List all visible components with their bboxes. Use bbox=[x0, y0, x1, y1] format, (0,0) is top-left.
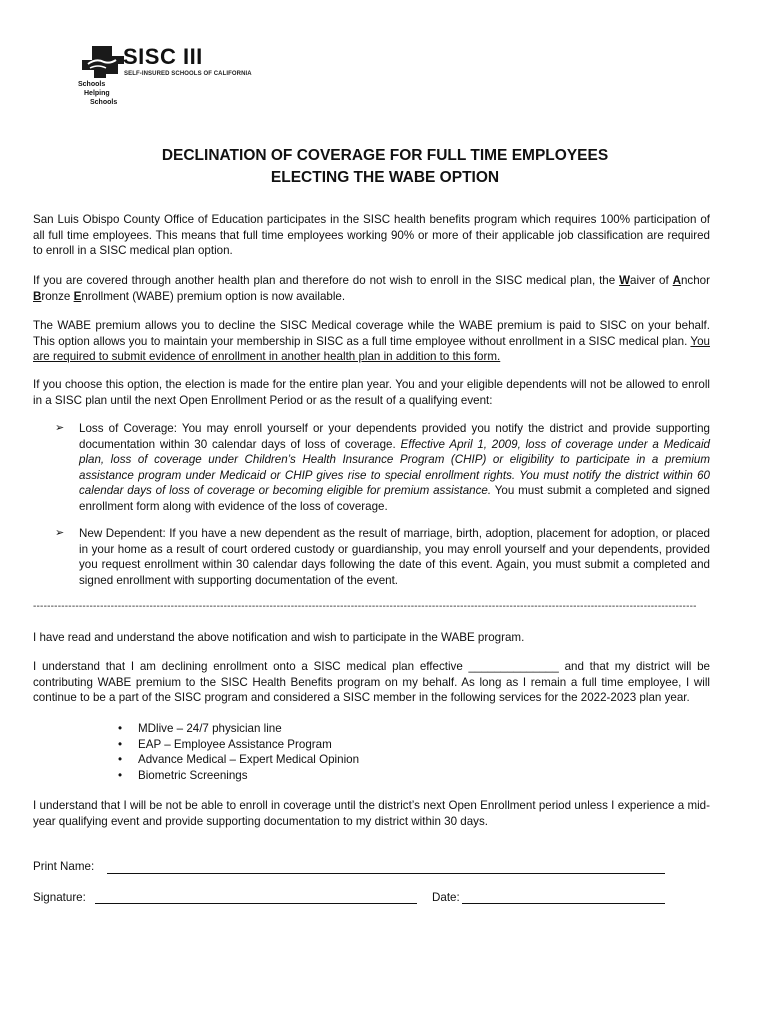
title-line-2: ELECTING THE WABE OPTION bbox=[270, 169, 500, 186]
date-field[interactable] bbox=[462, 903, 665, 904]
list-item: • Biometric Screenings bbox=[118, 768, 359, 784]
wabe-intro-text bbox=[33, 273, 710, 304]
text-run: I understand that I am declining enrollment onto a SISC medical plan effective bbox=[33, 660, 469, 673]
arrow-bullet-icon: ➢ bbox=[55, 422, 65, 434]
text-run: ronze bbox=[41, 289, 74, 303]
acknowledgement-paragraph bbox=[33, 630, 710, 646]
text-run: If you are covered through another health plan and therefore do not wish to enroll in the SISC medical plan, the bbox=[33, 274, 620, 287]
loss-of-coverage-text bbox=[79, 421, 710, 515]
arrow-bullet-icon: ➢ bbox=[55, 527, 65, 539]
print-name-label: Print Name: bbox=[33, 860, 95, 873]
logo-subtitle: SELF-INSURED SCHOOLS OF CALIFORNIA bbox=[124, 71, 252, 77]
emphasis-letter: W bbox=[619, 274, 631, 287]
declination-text bbox=[33, 659, 710, 706]
enrollment-limit-text: I understand that I will be not be able to enroll in coverage until the district’s next Open Enrollment period unless I experience a mid-year qualifying event and provide supporting documentation to my district within 30 days. bbox=[33, 799, 710, 828]
wabe-intro-paragraph bbox=[33, 273, 710, 304]
effective-date-blank[interactable]: ______________ bbox=[468, 660, 559, 673]
text-run: The WABE premium allows you to decline the SISC Medical coverage while the WABE premium is paid to SISC on your behalf. This option allows you to maintain your membership in SISC as a full time employee without enrollment in a SISC medical plan. bbox=[33, 319, 710, 348]
emphasis-letter: A bbox=[672, 274, 681, 287]
election-paragraph bbox=[33, 377, 710, 408]
list-item: • MDlive – 24/7 physician line bbox=[118, 721, 359, 737]
logo-tagline-line: Schools bbox=[78, 81, 106, 88]
text-run: and that my district will be contributing WABE premium to the SISC Health Benefits program on my behalf. As long as I remain a full time employee, I will continue to be a part of the SISC program and considered a SISC member in the following services for the 2022-2023 plan year. bbox=[33, 660, 710, 705]
text-run: Loss of Coverage: You may enroll yourself or your dependents provided you notify the district and provide supporting documentation within 30 calendar days of loss of coverage. bbox=[79, 422, 710, 451]
enrollment-limit-paragraph bbox=[33, 798, 710, 829]
text-run: You must submit a completed and signed enrollment form along with evidence of the loss of coverage. bbox=[79, 484, 711, 513]
participation-paragraph bbox=[33, 212, 710, 259]
new-dependent-text: New Dependent: If you have a new dependent as the result of marriage, birth, adoption, placement for adoption, or placed in your home as a result of court ordered custody or guardianship, you may enroll yourself and your dependents, provided you request enrollment within 30 calendar days following the date of this event. Again, you must submit a completed and signed enrollment with supporting documentation of the event. bbox=[79, 527, 710, 587]
declination-paragraph bbox=[33, 659, 710, 706]
text-run: nchor bbox=[680, 274, 710, 287]
date-label: Date: bbox=[432, 891, 460, 904]
print-name-field[interactable] bbox=[107, 873, 665, 874]
cut-line-divider: -------------------------------------------------------------------------------------------------------------------------------------------------------------------------------------------- bbox=[33, 601, 697, 612]
acknowledgement-text: I have read and understand the above notification and wish to participate in the WABE program. bbox=[33, 631, 525, 644]
logo-tagline-line: Schools bbox=[90, 99, 118, 106]
logo-title: SISC III bbox=[123, 44, 203, 69]
services-list bbox=[118, 721, 359, 783]
text-run: nrollment (WABE) premium option is now available. bbox=[81, 289, 346, 303]
medicaid-chip-note: Effective April 1, 2009, loss of coverage under a Medicaid plan, loss of coverage under Children’s Health Insurance Program (CHIP) or eligibility to participate in a premium assistance program under Medicaid or CHIP gives rise to special enrollment rights. You must notify the district within 60 calendar days of loss of coverage or becoming eligible for premium assistance. bbox=[79, 437, 711, 498]
emphasis-letter: B bbox=[33, 289, 42, 303]
wabe-premium-text bbox=[33, 318, 710, 365]
signature-label: Signature: bbox=[33, 891, 86, 904]
logo-tagline-line: Helping bbox=[84, 90, 110, 97]
new-dependent-item bbox=[55, 526, 710, 588]
document-title bbox=[0, 145, 770, 189]
logo-tagline bbox=[78, 80, 117, 107]
participation-text: San Luis Obispo County Office of Education participates in the SISC health benefits program which requires 100% participation of all full time employees. This means that full time employees working 90% or more of their applicable job classification are required to enroll in a SISC medical plan option. bbox=[33, 213, 710, 258]
election-text: If you choose this option, the election is made for the entire plan year. You and your eligible dependents will not be allowed to enroll in a SISC plan until the next Open Enrollment Period or as the result of a qualifying event: bbox=[33, 378, 710, 407]
signature-field[interactable] bbox=[95, 903, 417, 904]
list-item: • Advance Medical – Expert Medical Opinion bbox=[118, 752, 359, 768]
title-line-1: DECLINATION OF COVERAGE FOR FULL TIME EMPLOYEES bbox=[161, 147, 609, 164]
wabe-premium-paragraph bbox=[33, 318, 710, 365]
list-item: • EAP – Employee Assistance Program bbox=[118, 737, 359, 753]
loss-of-coverage-item bbox=[55, 421, 710, 515]
text-run: aiver of bbox=[630, 274, 673, 287]
sisc-logo bbox=[78, 44, 268, 114]
handshake-icon bbox=[78, 44, 126, 80]
emphasis-letter: E bbox=[73, 289, 82, 303]
evidence-requirement: You are required to submit evidence of enrollment in another health plan in addition to this form. bbox=[33, 334, 710, 364]
